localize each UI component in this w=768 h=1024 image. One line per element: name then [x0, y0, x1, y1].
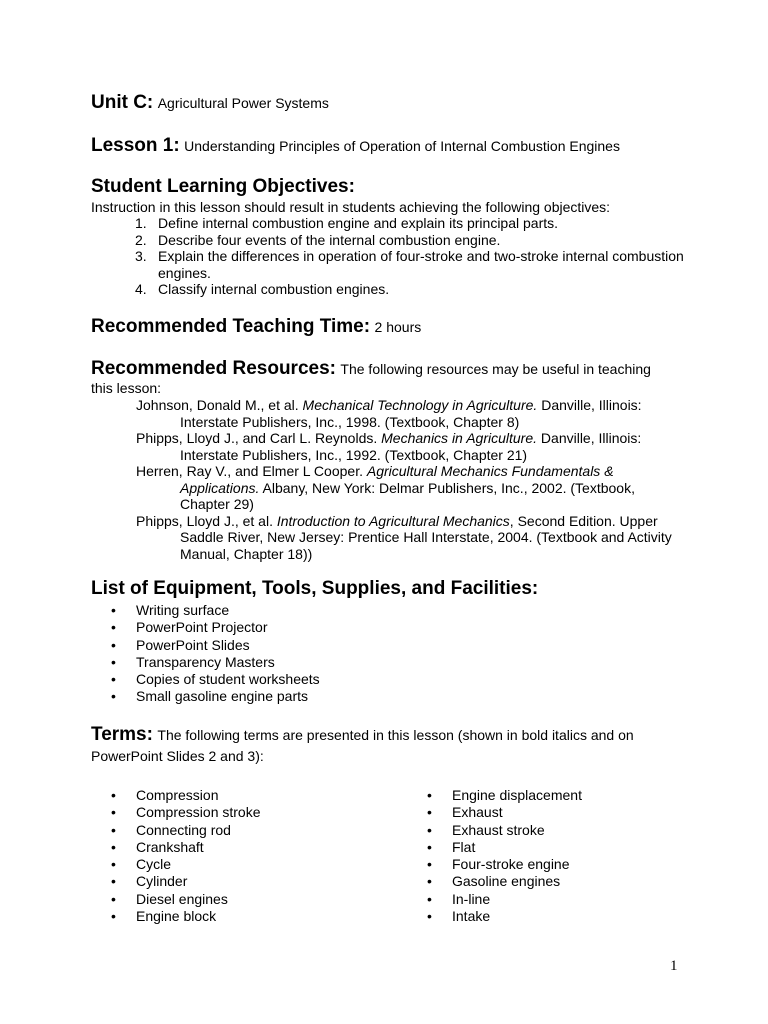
- teaching-time-label: Recommended Teaching Time:: [91, 316, 371, 337]
- objective-item: [91, 215, 698, 232]
- resources-list: [136, 397, 676, 562]
- equipment-item: • Writing surface: [109, 602, 320, 619]
- resources-intro-cont: this lesson:: [91, 380, 162, 396]
- lesson-heading: [91, 135, 620, 157]
- resource-item: [136, 513, 676, 563]
- equipment-item: • Copies of student worksheets: [109, 671, 320, 688]
- terms-list-right: [425, 787, 582, 925]
- term-item: • Compression stroke: [109, 804, 261, 821]
- objectives-heading: Student Learning Objectives:: [91, 176, 355, 197]
- term-item: • Flat: [425, 839, 582, 856]
- resource-item: [136, 430, 676, 463]
- term-item: • Diesel engines: [109, 891, 261, 908]
- term-item: • Cylinder: [109, 873, 261, 890]
- term-item: • In-line: [425, 891, 582, 908]
- terms-intro-cont: PowerPoint Slides 2 and 3):: [91, 748, 264, 764]
- term-item: • Exhaust: [425, 804, 582, 821]
- terms-label: Terms:: [91, 724, 153, 745]
- term-item: • Engine displacement: [425, 787, 582, 804]
- unit-label: Unit C:: [91, 92, 154, 113]
- objective-number: 3.: [135, 248, 147, 264]
- equipment-item: • PowerPoint Projector: [109, 619, 320, 636]
- resource-title: Agricultural Mechanics Fundamentals & Applications.: [180, 463, 614, 496]
- objective-text: Describe four events of the internal combustion engine.: [158, 231, 501, 248]
- resource-authors: Herren, Ray V., and Elmer L Cooper.: [136, 463, 367, 479]
- resources-heading: [91, 358, 651, 380]
- objective-text: Explain the differences in operation of four-stroke and two-stroke internal combustion engines.: [158, 248, 684, 281]
- resource-title: Mechanical Technology in Agriculture.: [302, 397, 538, 413]
- objective-number: 4.: [135, 281, 147, 297]
- equipment-heading: List of Equipment, Tools, Supplies, and Facilities:: [91, 578, 539, 599]
- teaching-time-value: 2 hours: [374, 319, 422, 335]
- objectives-intro: Instruction in this lesson should result in students achieving the following objectives:: [91, 199, 611, 215]
- objective-number: 1.: [135, 215, 147, 231]
- equipment-item: • Small gasoline engine parts: [109, 688, 320, 705]
- objective-item: [91, 248, 698, 281]
- resources-intro: The following resources may be useful in teaching: [340, 361, 651, 377]
- term-item: • Compression: [109, 787, 261, 804]
- equipment-item: • PowerPoint Slides: [109, 637, 320, 654]
- resource-authors: Johnson, Donald M., et al.: [136, 397, 303, 413]
- term-item: • Exhaust stroke: [425, 822, 582, 839]
- resource-details: , Second Edition. Upper Saddle River, New Jersey: Prentice Hall Interstate, 2004. (Textbook and Activity Manual, Chapter 18)): [180, 512, 672, 562]
- resource-details: Danville, Illinois: Interstate Publishers, Inc., 1992. (Textbook, Chapter 21): [180, 430, 642, 463]
- term-item: • Crankshaft: [109, 839, 261, 856]
- terms-list-left: [109, 787, 261, 925]
- resource-details: Danville, Illinois: Interstate Publishers, Inc., 1998. (Textbook, Chapter 8): [180, 397, 642, 430]
- unit-title: Agricultural Power Systems: [157, 95, 329, 111]
- resources-label: Recommended Resources:: [91, 358, 336, 379]
- unit-heading: [91, 92, 329, 114]
- objective-number: 2.: [135, 231, 147, 248]
- resource-authors: Phipps, Lloyd J., et al.: [136, 512, 277, 529]
- teaching-time-heading: [91, 316, 421, 338]
- terms-heading: [91, 724, 634, 746]
- resource-authors: Phipps, Lloyd J., and Carl L. Reynolds.: [136, 430, 382, 446]
- objective-text: Classify internal combustion engines.: [158, 281, 390, 297]
- lesson-label: Lesson 1:: [91, 135, 180, 156]
- objective-item: [91, 281, 698, 298]
- term-item: • Engine block: [109, 908, 261, 925]
- resource-title: Mechanics in Agriculture.: [381, 430, 538, 446]
- resource-item: [136, 463, 676, 513]
- equipment-list: [109, 602, 320, 706]
- resource-item: [136, 397, 676, 430]
- objective-item: [91, 232, 698, 249]
- term-item: • Four-stroke engine: [425, 856, 582, 873]
- term-item: • Intake: [425, 908, 582, 925]
- lesson-title: Understanding Principles of Operation of Internal Combustion Engines: [184, 138, 620, 154]
- objective-text: Define internal combustion engine and explain its principal parts.: [158, 215, 559, 231]
- resource-title: Introduction to Agricultural Mechanics: [276, 512, 510, 529]
- objectives-list: [91, 215, 698, 298]
- equipment-item: • Transparency Masters: [109, 654, 320, 671]
- term-item: • Cycle: [109, 856, 261, 873]
- term-item: • Connecting rod: [109, 822, 261, 839]
- resource-details: Albany, New York: Delmar Publishers, Inc., 2002. (Textbook, Chapter 29): [180, 479, 635, 512]
- page-number: 1: [670, 958, 678, 974]
- term-item: • Gasoline engines: [425, 873, 582, 890]
- terms-intro: The following terms are presented in this lesson (shown in bold italics and on: [157, 727, 634, 743]
